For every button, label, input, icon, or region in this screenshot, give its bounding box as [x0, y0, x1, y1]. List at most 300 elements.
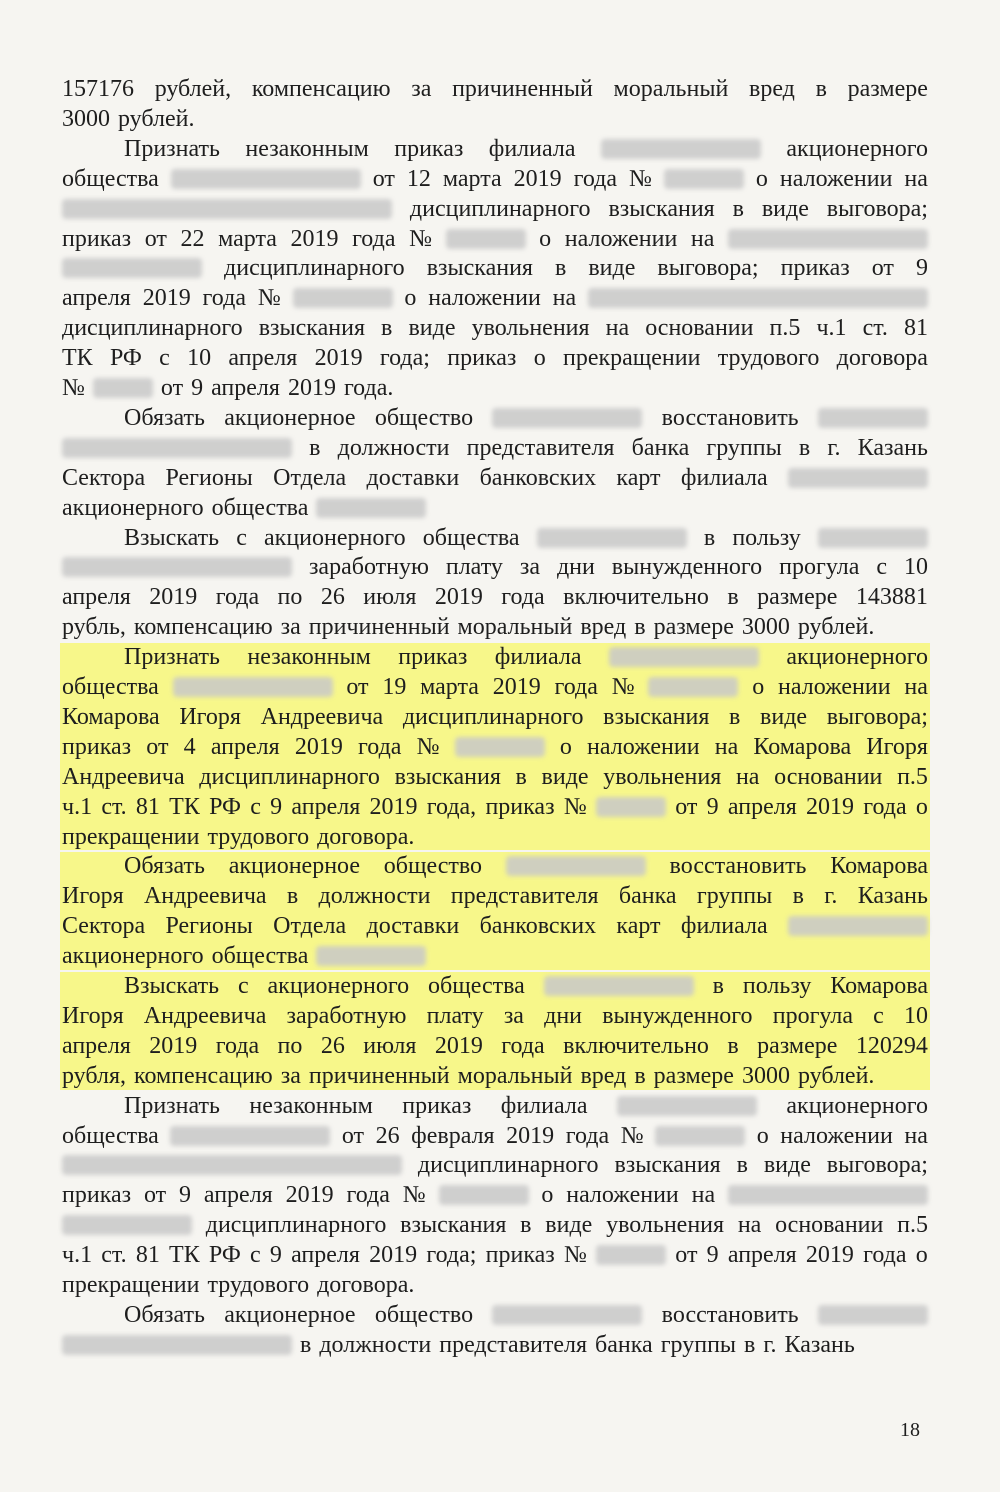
word: 26	[320, 584, 345, 611]
word: группы	[696, 883, 773, 910]
word: рублей.	[797, 1062, 875, 1089]
word: от	[146, 733, 169, 760]
word: о	[541, 1182, 554, 1209]
text-line	[62, 373, 928, 403]
word: 81	[135, 1242, 160, 1269]
word: группы	[660, 1331, 737, 1358]
word: вред	[749, 76, 795, 102]
text-line	[62, 463, 928, 493]
word: 81	[904, 315, 928, 342]
word: 26	[320, 1032, 345, 1059]
word: размере	[757, 584, 838, 611]
word: в	[300, 1331, 312, 1358]
word: Игоря	[179, 703, 241, 730]
word: прекращении	[562, 345, 701, 372]
word: ч.1	[816, 315, 847, 342]
word: размере	[757, 1032, 838, 1059]
word: 9	[270, 793, 283, 820]
word: Игоря	[62, 883, 124, 910]
word: Игоря	[62, 1002, 124, 1029]
word: вынужденного	[611, 554, 763, 581]
word: на	[691, 1182, 716, 1209]
redacted-text	[788, 468, 928, 488]
word: с	[250, 1242, 261, 1269]
text-line	[62, 1180, 928, 1210]
word: в	[727, 584, 739, 611]
word: банка	[618, 883, 677, 910]
redacted-text	[439, 1185, 529, 1205]
word: с	[236, 524, 247, 551]
word: акционерного	[62, 494, 204, 521]
word: 26	[375, 1122, 400, 1149]
word: №	[620, 1122, 644, 1149]
redacted-text	[316, 946, 426, 966]
word: приказ	[62, 1182, 132, 1209]
word: о	[539, 225, 552, 252]
word: выговора;	[826, 703, 928, 730]
word: акционерного	[62, 943, 204, 970]
word: в	[381, 315, 393, 342]
redacted-text	[728, 229, 928, 249]
word: апреля	[291, 793, 361, 820]
word: г.	[827, 434, 841, 461]
word: приказ	[485, 793, 555, 820]
word: 157176	[62, 76, 134, 102]
word: пользу	[732, 524, 801, 551]
word: на	[552, 285, 577, 312]
word: года	[573, 165, 618, 192]
word: взыскания	[603, 703, 710, 730]
word: дисциплинарного	[62, 315, 243, 342]
redacted-text	[62, 199, 392, 219]
word: восстановить	[669, 853, 807, 880]
word: 2019	[492, 674, 541, 700]
word: года	[215, 1032, 260, 1059]
word: года	[565, 1122, 610, 1149]
word: п.5	[897, 763, 928, 790]
word: по	[277, 584, 303, 611]
word: 10	[903, 1002, 928, 1029]
text-line	[62, 1270, 928, 1300]
word: РФ	[109, 345, 142, 372]
text-line	[62, 253, 928, 283]
word: наложении	[566, 1182, 679, 1209]
word: вред	[580, 614, 627, 641]
word: на	[737, 1212, 762, 1239]
word: года,	[426, 793, 477, 820]
word: приказ	[402, 1092, 472, 1119]
word: о	[404, 285, 417, 312]
word: договора	[836, 345, 928, 372]
redacted-text	[316, 498, 426, 518]
word: 143881	[855, 584, 928, 611]
word: доставки	[366, 913, 460, 940]
redacted-text	[62, 1155, 402, 1175]
text-line	[62, 1061, 928, 1091]
redacted-text	[655, 1126, 745, 1146]
word: Отдела	[273, 464, 347, 491]
word: года	[358, 733, 402, 760]
word: наложении	[778, 674, 891, 700]
word: акционерное	[228, 853, 360, 880]
word: основании	[775, 1212, 884, 1239]
word: 81	[135, 793, 160, 820]
word: №	[563, 1242, 587, 1269]
text-line	[62, 672, 928, 702]
word: апреля	[291, 1242, 360, 1269]
word: на	[714, 733, 739, 760]
word: 2019	[290, 225, 339, 252]
redacted-text	[544, 976, 694, 996]
word: незаконным	[249, 1092, 373, 1119]
word: за	[280, 614, 301, 641]
word: 2019	[142, 285, 191, 312]
word: размере	[847, 76, 928, 102]
word: акционерного	[786, 1092, 928, 1119]
word: филиала	[680, 913, 768, 940]
word: акционерное	[224, 404, 356, 431]
text-line	[62, 702, 928, 732]
word: ст.	[101, 1242, 127, 1269]
word: взыскания	[614, 1152, 721, 1179]
word: моральный	[457, 1062, 573, 1089]
word: приказ	[780, 255, 850, 282]
redacted-text	[62, 557, 292, 577]
word: №	[611, 674, 635, 700]
word: общество	[374, 404, 474, 431]
word: от	[372, 165, 395, 192]
word: моральный	[457, 614, 573, 641]
word: 9	[706, 1242, 719, 1269]
word: размере	[653, 614, 734, 641]
word: в	[554, 255, 567, 282]
text-line	[124, 403, 928, 433]
word: п.5	[769, 315, 801, 342]
redacted-text	[293, 288, 393, 308]
redacted-text	[506, 856, 646, 876]
word: виде	[760, 703, 808, 730]
word: в	[634, 1062, 646, 1089]
word: п.5	[897, 1212, 928, 1239]
word: банка	[595, 1331, 653, 1358]
redacted-text	[818, 408, 928, 428]
word: от	[871, 255, 894, 282]
word: компенсацию	[133, 614, 273, 641]
word: дисциплинарного	[205, 1212, 387, 1239]
word: с	[876, 554, 887, 581]
word: от	[675, 793, 698, 820]
word: наложении	[428, 285, 541, 312]
word: взыскания	[258, 315, 365, 342]
word: Признать	[124, 135, 220, 162]
word: от	[341, 1122, 365, 1149]
word: 9	[706, 793, 719, 820]
text-line	[62, 493, 928, 523]
word: виде	[408, 315, 456, 342]
word: дни	[544, 1002, 583, 1029]
word: с	[237, 973, 249, 999]
word: компенсацию	[134, 1062, 273, 1089]
redacted-text	[455, 737, 545, 757]
word: восстановить	[661, 404, 799, 431]
word: Обязать	[124, 404, 205, 431]
word: 2019	[506, 1122, 555, 1149]
word: Взыскать	[124, 524, 220, 551]
word: 2019	[369, 1242, 418, 1269]
word: 9	[915, 255, 928, 282]
word: рублей.	[118, 105, 195, 132]
redacted-text	[446, 229, 526, 249]
text-line	[124, 134, 928, 164]
word: пользу	[742, 973, 812, 999]
word: общества	[62, 1122, 159, 1149]
word: о	[755, 165, 768, 192]
word: 3000	[741, 1062, 790, 1089]
word: г.	[824, 883, 838, 910]
word: причиненный	[308, 1062, 450, 1089]
redacted-text	[601, 139, 761, 159]
word: представителя	[439, 1331, 588, 1358]
word: о	[756, 1122, 769, 1149]
word: 2019	[805, 1242, 854, 1269]
word: в	[729, 703, 741, 730]
word: дисциплинарного	[417, 1152, 599, 1179]
word: Андреевича	[143, 883, 267, 910]
redacted-text	[617, 1096, 757, 1116]
word: трудового	[207, 1272, 310, 1298]
text-line	[62, 822, 928, 852]
word: взыскания	[426, 255, 533, 282]
word: года	[863, 793, 907, 820]
word: Комарова	[830, 853, 928, 880]
word: акционерного	[264, 524, 406, 551]
word: Обязать	[124, 1301, 205, 1328]
word: апреля	[62, 584, 131, 611]
word: виде	[545, 1212, 593, 1239]
word: наложении	[779, 165, 893, 192]
text-line	[124, 1300, 928, 1330]
word: о	[559, 733, 572, 760]
word: года	[863, 1242, 907, 1269]
word: приказ	[447, 345, 517, 372]
text-line	[124, 523, 928, 553]
word: ч.1	[62, 1242, 93, 1269]
word: 120294	[855, 1032, 928, 1059]
word: в	[727, 1032, 739, 1059]
redacted-text	[818, 528, 928, 548]
word: филиала	[680, 464, 768, 491]
word: прогула	[772, 1002, 853, 1029]
word: дни	[556, 554, 595, 581]
text-line	[62, 911, 928, 941]
word: общества	[422, 524, 520, 551]
word: Казань	[857, 883, 928, 910]
word: от	[346, 674, 369, 700]
word: Сектора	[62, 913, 146, 940]
redacted-text	[170, 1126, 330, 1146]
word: выговора;	[826, 195, 928, 222]
word: должности	[337, 434, 450, 461]
word: виде	[763, 1152, 811, 1179]
word: акционерного	[786, 135, 928, 162]
text-line	[62, 762, 928, 792]
word: дисциплинарного	[409, 195, 591, 222]
word: 10	[903, 554, 928, 581]
word: на	[605, 315, 630, 342]
text-line	[62, 941, 928, 971]
redacted-text	[537, 528, 687, 548]
word: года	[554, 674, 598, 700]
word: ч.1	[62, 793, 93, 820]
word: взыскания	[400, 1212, 507, 1239]
text-line	[62, 104, 928, 134]
word: 22	[180, 225, 205, 252]
redacted-text	[93, 378, 153, 398]
word: приказ	[394, 135, 464, 162]
redacted-text	[648, 677, 738, 697]
word: виде	[761, 195, 809, 222]
word: акционерного	[267, 973, 410, 999]
word: приказ	[62, 225, 132, 252]
word: увольнения	[471, 315, 590, 342]
word: договора.	[317, 1272, 415, 1298]
word: виде	[588, 255, 636, 282]
word: в	[515, 763, 527, 790]
word: вынужденного	[602, 1002, 753, 1029]
word: 10	[187, 345, 212, 372]
text-line	[62, 552, 928, 582]
word: №	[62, 375, 85, 401]
word: прекращении	[62, 823, 200, 850]
word: выговора;	[826, 1152, 928, 1179]
word: Признать	[124, 644, 220, 671]
word: марта	[442, 165, 502, 192]
text-line	[62, 1150, 928, 1180]
word: общества	[62, 674, 159, 700]
word: рублей.	[797, 614, 875, 641]
word: марта	[420, 674, 479, 700]
redacted-text	[62, 438, 292, 458]
word: г.	[763, 1331, 777, 1358]
word: Андреевича	[62, 763, 185, 790]
word: года	[501, 584, 545, 611]
word: банковских	[479, 913, 597, 940]
word: причиненный	[308, 614, 450, 641]
text-line	[62, 343, 928, 373]
word: от	[144, 225, 167, 252]
word: трудового	[207, 823, 310, 850]
text-line	[62, 612, 928, 642]
word: №	[563, 793, 587, 820]
word: приказ	[398, 644, 468, 671]
word: 2019	[294, 733, 343, 760]
redacted-text	[596, 797, 666, 817]
word: Андреевича	[143, 1002, 267, 1029]
word: 19	[382, 674, 407, 700]
word: в	[736, 1152, 748, 1179]
word: года	[501, 1032, 545, 1059]
word: рубль,	[62, 614, 126, 641]
word: на	[904, 674, 928, 700]
word: апреля	[228, 345, 298, 372]
word: за	[411, 76, 432, 102]
word: Казань	[857, 434, 928, 461]
word: банковских	[479, 464, 597, 491]
text-line	[62, 283, 928, 313]
word: заработную	[308, 554, 429, 581]
text-line	[62, 1210, 928, 1240]
word: в	[798, 434, 811, 461]
word: ТК	[169, 793, 200, 820]
redacted-text	[728, 1185, 928, 1205]
word: филиала	[488, 135, 576, 162]
word: от	[143, 1182, 167, 1209]
text-line	[62, 1121, 928, 1151]
word: июля	[363, 1032, 417, 1059]
word: апреля	[203, 1182, 273, 1209]
word: апреля	[727, 1242, 797, 1269]
redacted-text	[818, 1305, 928, 1325]
word: включительно	[563, 584, 709, 611]
word: года;	[379, 345, 430, 372]
word: доставки	[366, 464, 460, 491]
word: приказ	[485, 1242, 555, 1269]
word: плату	[426, 1002, 484, 1029]
text-line	[62, 1330, 928, 1360]
word: наложении	[564, 225, 678, 252]
word: №	[257, 285, 281, 312]
word: в	[520, 1212, 532, 1239]
word: рублей,	[154, 76, 232, 102]
text-line	[62, 1001, 928, 1031]
word: 2019	[369, 793, 418, 820]
word: 2019	[434, 1032, 483, 1059]
word: от	[160, 375, 184, 401]
word: по	[277, 1032, 303, 1059]
word: за	[519, 554, 540, 581]
word: должности	[319, 1331, 432, 1358]
word: 9	[269, 1242, 282, 1269]
word: размере	[653, 1062, 734, 1089]
redacted-text	[664, 169, 744, 189]
word: прекращении	[62, 1272, 200, 1298]
word: Отдела	[273, 913, 347, 940]
word: 12	[406, 165, 431, 192]
redacted-text	[62, 1215, 192, 1235]
word: в	[792, 883, 804, 910]
word: основании	[774, 763, 883, 790]
word: прогула	[779, 554, 860, 581]
word: апреля	[211, 375, 280, 401]
word: договора.	[317, 823, 415, 850]
word: 3000	[62, 105, 110, 132]
page-number: 18	[900, 1419, 920, 1441]
word: от	[675, 1242, 698, 1269]
word: 2019	[434, 584, 483, 611]
word: марта	[218, 225, 277, 252]
redacted-text	[588, 288, 928, 308]
word: 2019	[513, 165, 562, 192]
word: виде	[541, 763, 589, 790]
word: Андреевича	[260, 703, 384, 730]
word: года	[202, 285, 246, 312]
text-line	[62, 74, 928, 104]
word: плату	[445, 554, 503, 581]
word: в	[703, 524, 716, 551]
word: основании	[645, 315, 754, 342]
word: увольнения	[606, 1212, 725, 1239]
word: группы	[706, 434, 782, 461]
